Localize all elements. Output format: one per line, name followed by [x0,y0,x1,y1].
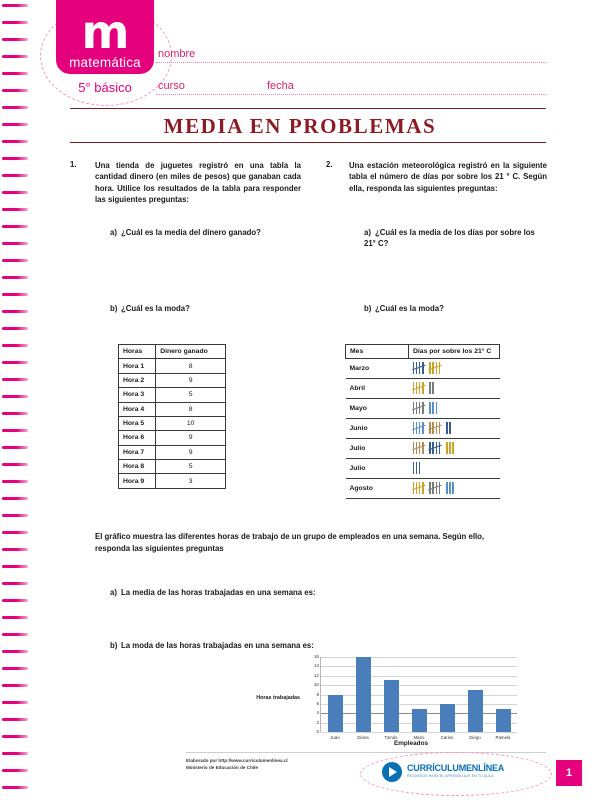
table-header-row [346,345,500,359]
table-row [346,479,500,499]
spiral-ring [2,4,28,7]
spiral-ring [2,191,28,194]
grade-level: 5° básico [78,80,132,95]
days-table-header-1: Días por sobre los 21° C [409,345,500,359]
chart-y-tick: 16 [313,654,319,659]
q1-text: Una tienda de juguetes registró en una tabla la cantidad dinero (en miles de pesos) que ganaban cada hora. Utilice los resultados de la tabla para responder las siguientes preguntas: [95,161,301,205]
spiral-ring [2,735,28,738]
chart-y-tick: 10 [313,682,319,688]
money-value-cell: 8 [156,359,226,373]
q1-part-b [110,303,302,314]
footer-credit [186,758,376,771]
spiral-ring [2,55,28,58]
tally-cell [409,459,500,479]
spiral-ring [2,140,28,143]
money-value-cell: 3 [156,474,226,488]
spiral-ring [2,752,28,755]
tally-mark [446,442,448,454]
spiral-ring [2,361,28,364]
spiral-ring [2,293,28,296]
table-header-row [119,345,226,359]
tally-group [446,422,452,435]
page-number: 1 [556,760,582,786]
q1-part-a [110,227,302,238]
divider-bottom [70,142,546,143]
chart-x-tick: Pamela [495,735,511,740]
table-row [119,474,226,488]
month-cell: Junio [346,419,409,439]
tally-mark [452,442,454,454]
month-cell: Mayo [346,399,409,419]
tally-group [429,422,442,435]
tally-group [429,442,442,455]
spiral-ring [2,38,28,41]
table-row [346,459,500,479]
chart-gridline [321,676,517,677]
chart-x-tick: Diana [357,735,369,740]
chart-gridline [321,695,517,696]
spiral-ring [2,378,28,381]
spiral-ring [2,463,28,466]
money-value-cell: 5 [156,388,226,402]
spiral-ring [2,582,28,585]
table-row [119,431,226,445]
spiral-ring [2,769,28,772]
chart-y-tick: 4 [316,710,319,716]
table-row [346,419,500,439]
spiral-ring [2,616,28,619]
table-row [119,402,226,416]
tally-mark [436,402,438,414]
tally-group [413,382,426,395]
tally-mark [432,402,434,414]
money-hour-cell: Hora 9 [119,474,156,488]
chart-x-tick: Mario [413,735,425,740]
footer-credit-line2: Ministerio de Educación de Chile [186,764,258,770]
chart-bar [412,709,427,732]
table-row [119,373,226,387]
chart-y-tick: 2 [316,719,319,725]
money-hour-cell: Hora 1 [119,359,156,373]
q3-part-b [110,640,510,651]
tally-group [413,462,423,475]
chart-gridline [321,666,517,667]
spiral-ring [2,310,28,313]
money-table-header-0: Horas [119,345,156,359]
tally-mark [413,462,415,474]
spiral-ring [2,565,28,568]
q2-part-b [364,303,548,314]
spiral-ring [2,667,28,670]
spiral-ring [2,718,28,721]
tally-mark [416,462,418,474]
tally-group [446,482,456,495]
tally-mark [449,442,451,454]
money-value-cell: 9 [156,445,226,459]
tally-group [429,362,442,375]
money-value-cell: 9 [156,373,226,387]
spiral-ring [2,701,28,704]
page-title: MEDIA EN PROBLEMAS [163,114,437,138]
table-row [119,388,226,402]
chart-y-tick: 8 [316,691,319,697]
days-table-header-0: Mes [346,345,409,359]
spiral-ring [2,276,28,279]
chart-y-tick: 0 [316,729,319,734]
chart-bar [384,680,399,732]
play-circle-icon [382,762,402,782]
spiral-ring [2,531,28,534]
spiral-ring [2,786,28,789]
chart-y-axis-label: Horas trabajadas [256,695,300,701]
chart-bar [328,695,343,733]
chart-x-tick: Diego [469,735,481,740]
q1-b-label: b) [110,304,118,313]
days-table [345,344,500,499]
tally-mark [446,482,448,494]
spiral-ring [2,514,28,517]
tally-cell [409,479,500,499]
tally-group [413,442,426,455]
tally-cell [409,419,500,439]
curriculum-logo-name: CURRÍCULUMENLÍNEA [407,763,505,773]
chart-plot-area [313,654,517,740]
money-value-cell: 9 [156,431,226,445]
tally-group [429,482,442,495]
spiral-ring [2,89,28,92]
tally-group [413,422,426,435]
money-hour-cell: Hora 6 [119,431,156,445]
tally-group [429,382,435,395]
chart-y-tick: 12 [313,672,319,678]
chart-x-tick: Carlos [440,735,454,740]
date-label: fecha [267,80,294,92]
tally-mark [452,482,454,494]
tally-cell [409,399,500,419]
chart-gridline [321,704,517,705]
tally-mark [422,482,424,494]
spiral-ring [2,395,28,398]
q3-b-label: b) [110,641,118,650]
subject-logo [56,0,154,74]
q2-a-label: a) [364,228,371,237]
q2-text: Una estación meteorológica registró en la siguiente tabla el número de días por sobre los 21 ° C. Según ella, responda las siguientes preguntas: [349,161,547,193]
tally-mark [419,462,421,474]
chart-bar [496,709,511,732]
spiral-ring [2,650,28,653]
q3-a-text: La media de las horas trabajadas en una semana es: [121,588,316,597]
tally-mark [422,402,424,414]
table-row [346,359,500,379]
money-hour-cell: Hora 2 [119,373,156,387]
tally-mark [422,442,424,454]
tally-group [413,362,426,375]
table-row [119,359,226,373]
spiral-ring [2,327,28,330]
tally-mark [449,482,451,494]
money-hour-cell: Hora 5 [119,416,156,430]
tally-mark [422,422,424,434]
month-cell: Agosto [346,479,409,499]
q1-number: 1. [70,160,77,169]
month-cell: Marzo [346,359,409,379]
chart-gridline [321,657,517,658]
money-value-cell: 5 [156,460,226,474]
tally-mark [422,362,424,374]
chart-bar [356,657,371,732]
chart-x-axis-label: Empleados [393,740,429,747]
spiral-ring [2,208,28,211]
tally-mark [449,422,451,434]
tally-mark [429,382,431,394]
logo-letter: m [81,5,129,59]
money-hour-cell: Hora 7 [119,445,156,459]
spiral-ring [2,599,28,602]
q3-b-text: La moda de las horas trabajadas en una semana es: [121,641,314,650]
tally-mark [422,382,424,394]
q2-number: 2. [326,160,333,169]
spiral-ring [2,633,28,636]
curriculum-logo-tagline: RECURSOS PARA EL APRENDIZAJE EN TU AULA [407,774,494,778]
name-input-line[interactable] [156,62,546,63]
chart-y-tick: 6 [316,700,319,706]
chart-y-tick: 14 [313,663,319,669]
month-cell: Julio [346,439,409,459]
table-row [346,399,500,419]
q1-a-text: ¿Cuál es la media del dinero ganado? [121,228,261,237]
q1-a-label: a) [110,228,117,237]
money-hour-cell: Hora 3 [119,388,156,402]
chart-gridline [321,732,517,733]
q2-a-text: ¿Cuál es la media de los días por sobre los 21° C? [364,228,535,249]
chart-x-tick: Tomás [384,735,398,740]
date-input-line[interactable] [265,94,546,95]
bar-chart [300,655,522,750]
spiral-ring [2,242,28,245]
tally-group [446,442,456,455]
month-cell: Abril [346,379,409,399]
play-triangle-icon [389,767,397,777]
month-cell: Julio [346,459,409,479]
spiral-ring [2,480,28,483]
tally-cell [409,379,500,399]
chart-bar [468,690,483,732]
spiral-ring [2,72,28,75]
chart-bar [440,704,455,732]
tally-group [413,482,426,495]
spiral-ring [2,446,28,449]
q3-part-a [110,587,510,598]
table-row [346,379,500,399]
table-row [346,439,500,459]
spiral-ring [2,21,28,24]
spiral-ring [2,157,28,160]
spiral-ring [2,548,28,551]
curriculum-logo [382,762,532,784]
q1-b-text: ¿Cuál es la moda? [121,304,190,313]
money-hour-cell: Hora 4 [119,402,156,416]
tally-mark [429,402,431,414]
money-table [118,344,226,489]
money-value-cell: 8 [156,402,226,416]
course-label: curso [158,80,185,92]
money-value-cell: 10 [156,416,226,430]
tally-group [429,402,439,415]
chart-gridline [321,685,517,686]
spiral-ring [2,174,28,177]
table-row [119,445,226,459]
q3-intro: El gráfico muestra las diferentes horas de trabajo de un grupo de empleados en una semana. Según ello, responda las siguientes preguntas [95,532,485,553]
tally-mark [446,422,448,434]
tally-mark [432,382,434,394]
divider-top [70,108,546,109]
q3-a-label: a) [110,588,117,597]
q2-b-label: b) [364,304,372,313]
spiral-ring [2,344,28,347]
name-label: nombre [158,48,196,60]
spiral-ring [2,259,28,262]
tally-group [413,402,426,415]
tally-cell [409,359,500,379]
tally-cell [409,439,500,459]
chart-x-tick: Juan [330,735,340,740]
spiral-ring [2,225,28,228]
footer-credit-line1: Elaborado por http://www.curriculumenlinea.cl [186,758,288,763]
table-row [119,460,226,474]
money-table-header-1: Dinero ganado [156,345,226,359]
money-hour-cell: Hora 8 [119,460,156,474]
spiral-ring [2,106,28,109]
q2-b-text: ¿Cuál es la moda? [375,304,444,313]
q2-part-a [364,227,548,250]
spiral-ring [2,429,28,432]
spiral-ring [2,497,28,500]
table-row [119,416,226,430]
course-input-line[interactable] [156,94,266,95]
spiral-ring [2,684,28,687]
spiral-ring [2,412,28,415]
logo-word: matemática [69,55,141,70]
